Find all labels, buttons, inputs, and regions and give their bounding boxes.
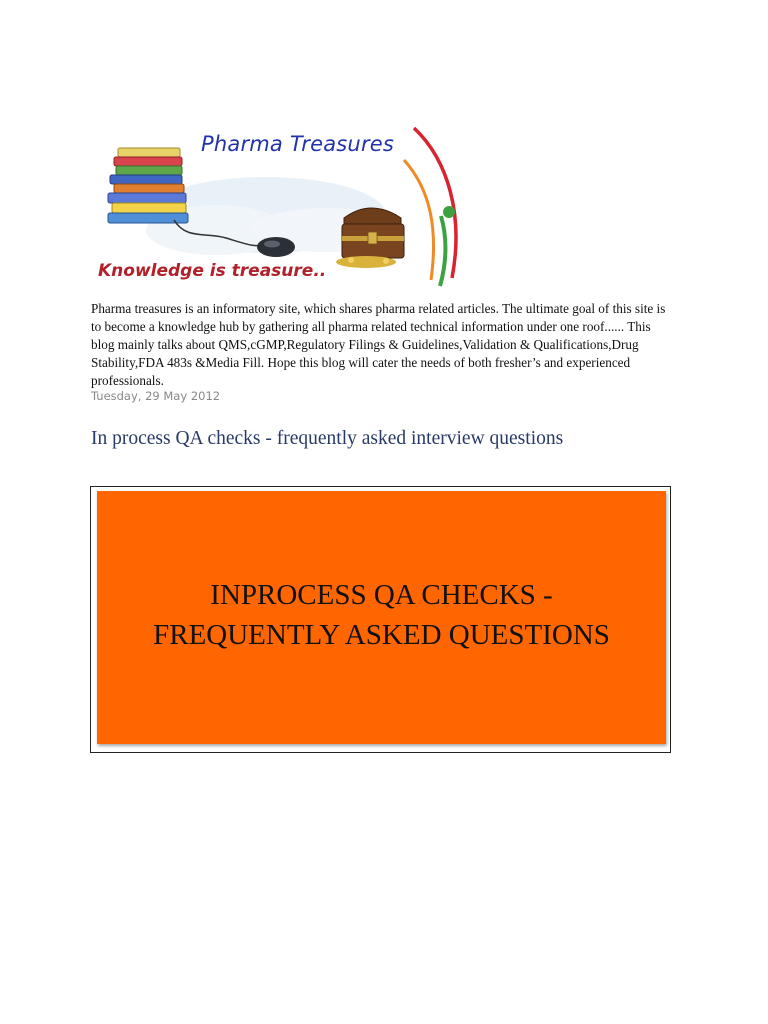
post-image-frame[interactable] — [90, 486, 671, 753]
banner-title: Pharma Treasures — [201, 132, 395, 156]
blog-header-banner[interactable] — [96, 120, 472, 290]
swoosh-logo — [404, 128, 456, 286]
blog-description: Pharma treasures is an informatory site, which shares pharma related articles. The ultimate goal of this site is to become a knowledge hub by gathering all pharma related technical information under one roof...... This blog mainly talks about QMS,cGMP,Regulatory Filings & Guidelines,Validation & Qualifications,Drug Stability,FDA 483s &Media Fill. Hope this blog will cater the needs of both fresher’s and experienced professionals. — [91, 301, 666, 388]
treasure-chest-icon — [336, 208, 404, 268]
slide-heading-line-2: FREQUENTLY ASKED QUESTIONS — [153, 618, 610, 651]
slide-heading — [153, 575, 610, 655]
post-title[interactable]: In process QA checks - frequently asked interview questions — [91, 428, 564, 449]
post-slide-image — [97, 491, 666, 744]
slide-heading-line-1: INPROCESS QA CHECKS - — [210, 578, 553, 611]
books-icon — [108, 148, 188, 223]
post-date: Tuesday, 29 May 2012 — [91, 389, 221, 403]
banner-tagline: Knowledge is treasure.. — [98, 261, 327, 281]
